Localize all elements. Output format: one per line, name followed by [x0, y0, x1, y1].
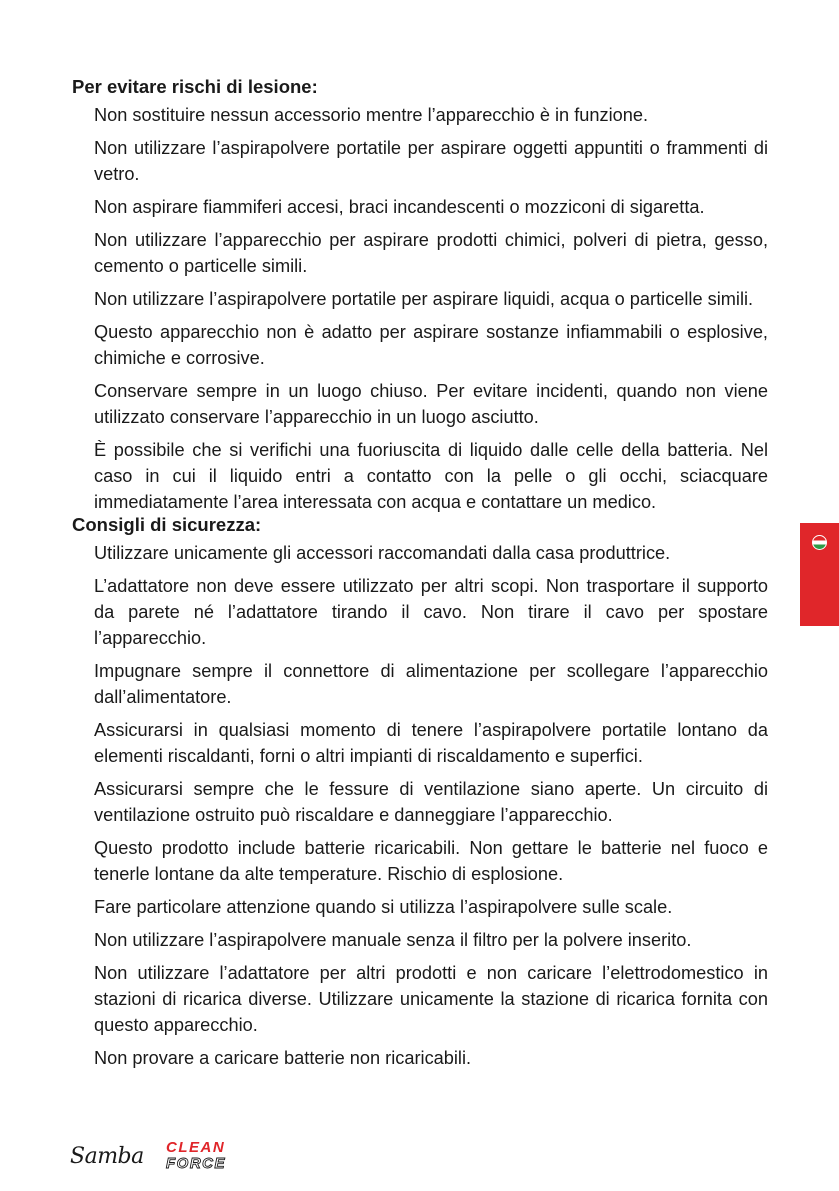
list-item: Non aspirare fiammiferi accesi, braci incandescenti o mozziconi di sigaretta.	[94, 197, 705, 217]
section-title-safety: Consigli di sicurezza:	[72, 514, 262, 535]
list-item: Non utilizzare l’apparecchio per aspirare prodotti chimici, polveri di pietra, gesso, cemento o particelle simili.	[94, 230, 768, 276]
list-item: Impugnare sempre il connettore di alimentazione per scollegare l’apparecchio dall’alimentatore.	[94, 661, 768, 707]
list-item: Questo prodotto include batterie ricaricabili. Non gettare le batterie nel fuoco e tenerle lontane da alte temperature. Rischio di esplosione.	[94, 838, 768, 884]
list-item: Fare particolare attenzione quando si utilizza l’aspirapolvere sulle scale.	[94, 897, 673, 917]
section-title-injury: Per evitare rischi di lesione:	[72, 76, 318, 97]
list-item: Non utilizzare l’aspirapolvere manuale senza il filtro per la polvere inserito.	[94, 930, 692, 950]
list-item: Non utilizzare l’aspirapolvere portatile per aspirare oggetti appuntiti o frammenti di vetro.	[94, 138, 768, 184]
list-item: Questo apparecchio non è adatto per aspirare sostanze infiammabili o esplosive, chimiche e corrosive.	[94, 322, 768, 368]
list-item: Non provare a caricare batterie non ricaricabili.	[94, 1048, 472, 1068]
list-item: Non utilizzare l’adattatore per altri prodotti e non caricare l’elettrodomestico in stazioni di ricarica diverse. Utilizzare unicamente la stazione di ricarica fornita con questo apparecchio.	[94, 963, 768, 1035]
italy-flag-icon	[812, 535, 827, 550]
list-item: È possibile che si verifichi una fuoriuscita di liquido dalle celle della batteria. Nel caso in cui il liquido entri a contatto con la pelle o gli occhi, sciacquare immediatamente l’area interessata con acqua e contattare un medico.	[94, 440, 768, 512]
logo-force: FORCE	[166, 1155, 226, 1170]
language-tab	[800, 523, 839, 626]
list-item: L’adattatore non deve essere utilizzato per altri scopi. Non trasportare il supporto da parete né l’adattatore tirando il cavo. Non tirare il cavo per spostare l’apparecchio.	[94, 576, 768, 648]
list-item: Conservare sempre in un luogo chiuso. Per evitare incidenti, quando non viene utilizzato conservare l’apparecchio in un luogo asciutto.	[94, 381, 768, 427]
list-item: Assicurarsi sempre che le fessure di ventilazione siano aperte. Un circuito di ventilazione ostruito può riscaldare e danneggiare l’apparecchio.	[94, 779, 768, 825]
logo-samba: Samba	[70, 1144, 144, 1169]
list-item: Non sostituire nessun accessorio mentre l’apparecchio è in funzione.	[94, 105, 649, 125]
list-item: Utilizzare unicamente gli accessori raccomandati dalla casa produttrice.	[94, 543, 671, 563]
list-item: Assicurarsi in qualsiasi momento di tenere l’aspirapolvere portatile lontano da elementi riscaldanti, forni o altri impianti di riscaldamento e superfici.	[94, 720, 768, 766]
section-safety	[72, 512, 768, 1078]
list-item: Non utilizzare l’aspirapolvere portatile per aspirare liquidi, acqua o particelle simili.	[94, 289, 754, 309]
brand-logo	[70, 1136, 242, 1170]
section-injury	[72, 74, 768, 522]
logo-clean: CLEAN	[166, 1139, 226, 1156]
